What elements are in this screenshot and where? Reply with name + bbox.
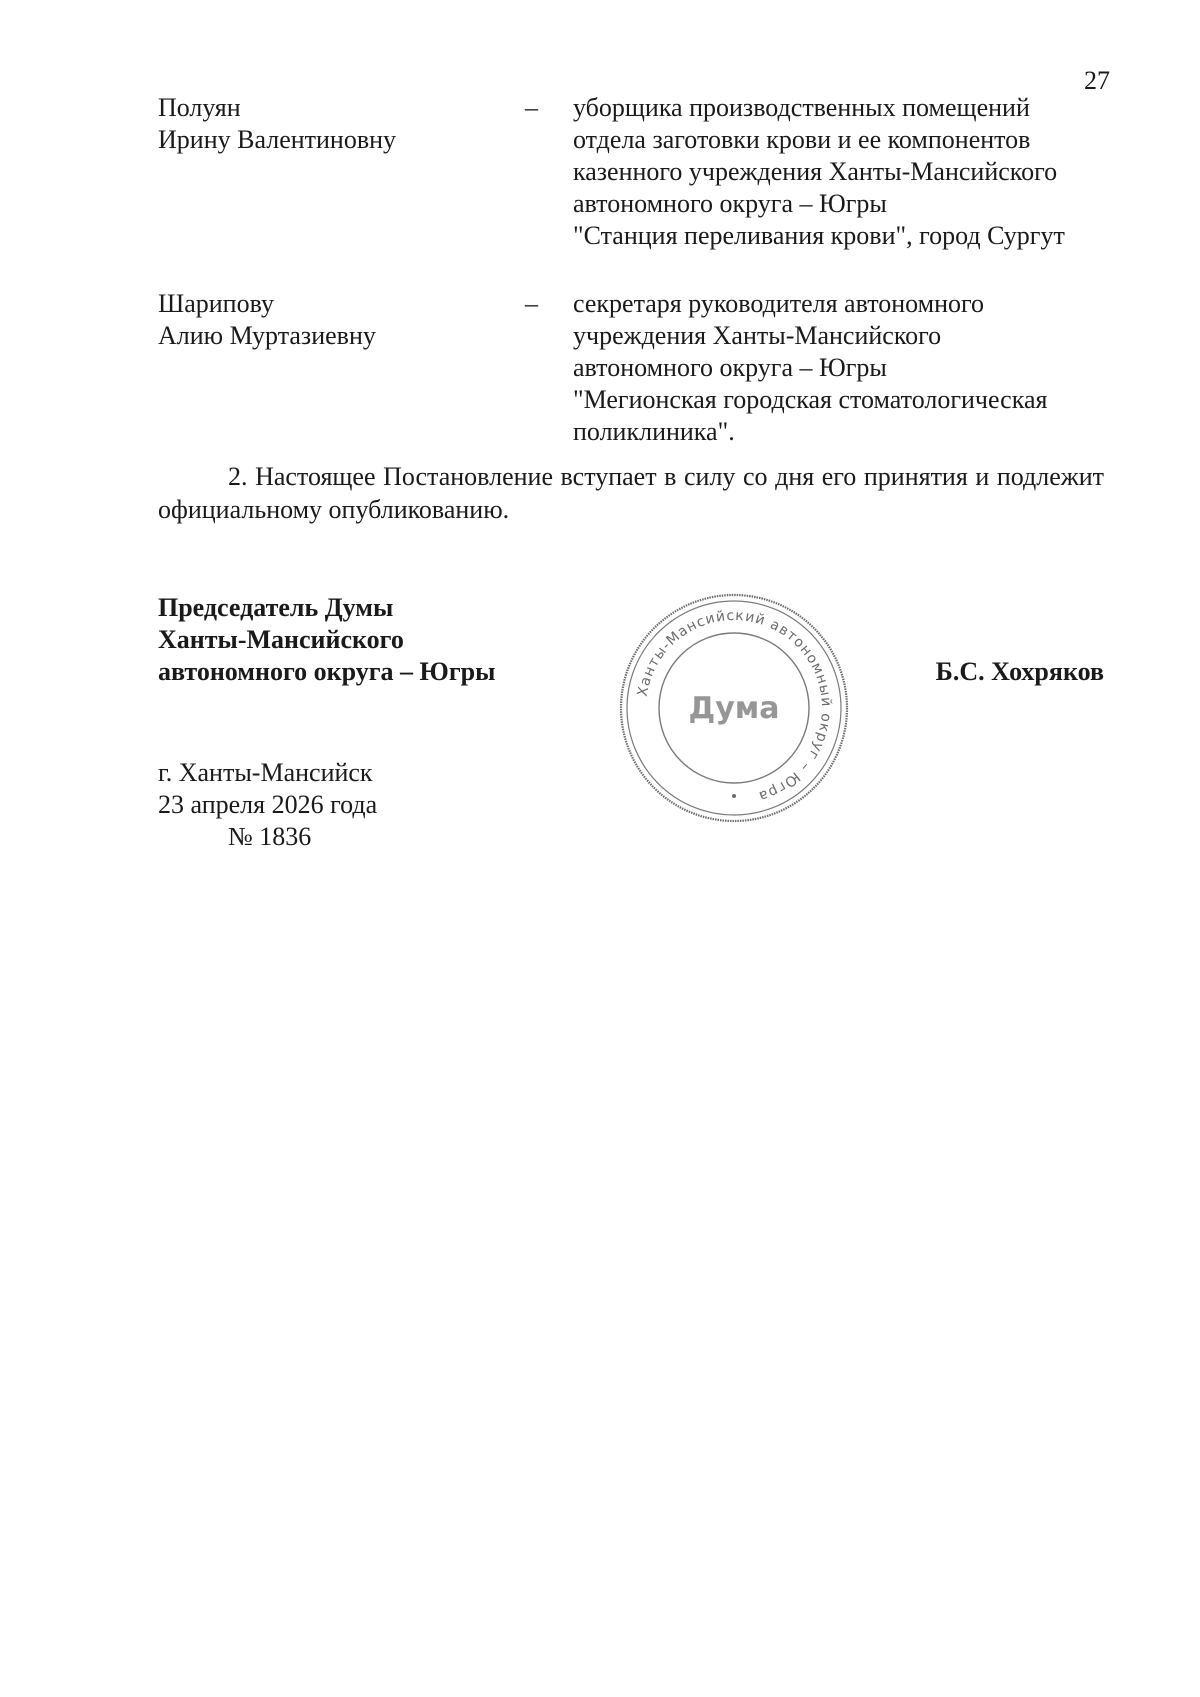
position-line: "Мегионская городская стоматологическая	[573, 385, 1048, 414]
seal-center-text: Дума	[688, 691, 780, 726]
official-seal	[612, 586, 856, 830]
person-name	[158, 92, 518, 156]
position-line: "Станция переливания крови", город Сургут	[573, 221, 1065, 250]
person-given-names: Алию Муртазиевну	[158, 321, 376, 350]
position-line: автономного округа – Югры	[573, 189, 887, 218]
position-line: секретаря руководителя автономного	[573, 289, 985, 318]
page-number: 27	[1084, 66, 1110, 95]
document-number: № 1836	[228, 822, 312, 851]
signatory-name: Б.С. Хохряков	[935, 657, 1104, 686]
seal-ring-text: Ханты-Мансийский автономный округ – Югра	[634, 607, 835, 805]
signatory-title	[158, 592, 495, 688]
position-line: автономного округа – Югры	[573, 353, 887, 382]
person-surname: Полуян	[158, 93, 241, 122]
dash-separator: –	[525, 289, 538, 318]
document-city: г. Ханты-Мансийск	[158, 758, 373, 787]
dash-separator: –	[525, 93, 538, 122]
clause-paragraph: 2. Настоящее Постановление вступает в силу со дня его принятия и подлежит официальному опубликованию.	[158, 462, 1104, 524]
seal-graphic	[612, 586, 856, 830]
seal-dot	[732, 794, 736, 798]
signatory-title-line: Председатель Думы	[158, 593, 394, 622]
person-name	[158, 288, 518, 352]
document-footer	[158, 757, 377, 853]
person-position	[573, 92, 1113, 252]
person-position	[573, 288, 1113, 448]
document-date: 23 апреля 2026 года	[158, 790, 378, 819]
position-line: учреждения Ханты-Мансийского	[573, 321, 942, 350]
position-line: отдела заготовки крови и ее компонентов	[573, 125, 1031, 154]
signatory-title-line: Ханты-Мансийского	[158, 625, 404, 654]
signatory-title-line: автономного округа – Югры	[158, 657, 496, 686]
person-given-names: Ирину Валентиновну	[158, 125, 397, 154]
person-surname: Шарипову	[158, 289, 274, 318]
position-line: уборщика производственных помещений	[573, 93, 1030, 122]
position-line: казенного учреждения Ханты-Мансийского	[573, 157, 1058, 186]
position-line: поликлиника".	[573, 417, 735, 446]
